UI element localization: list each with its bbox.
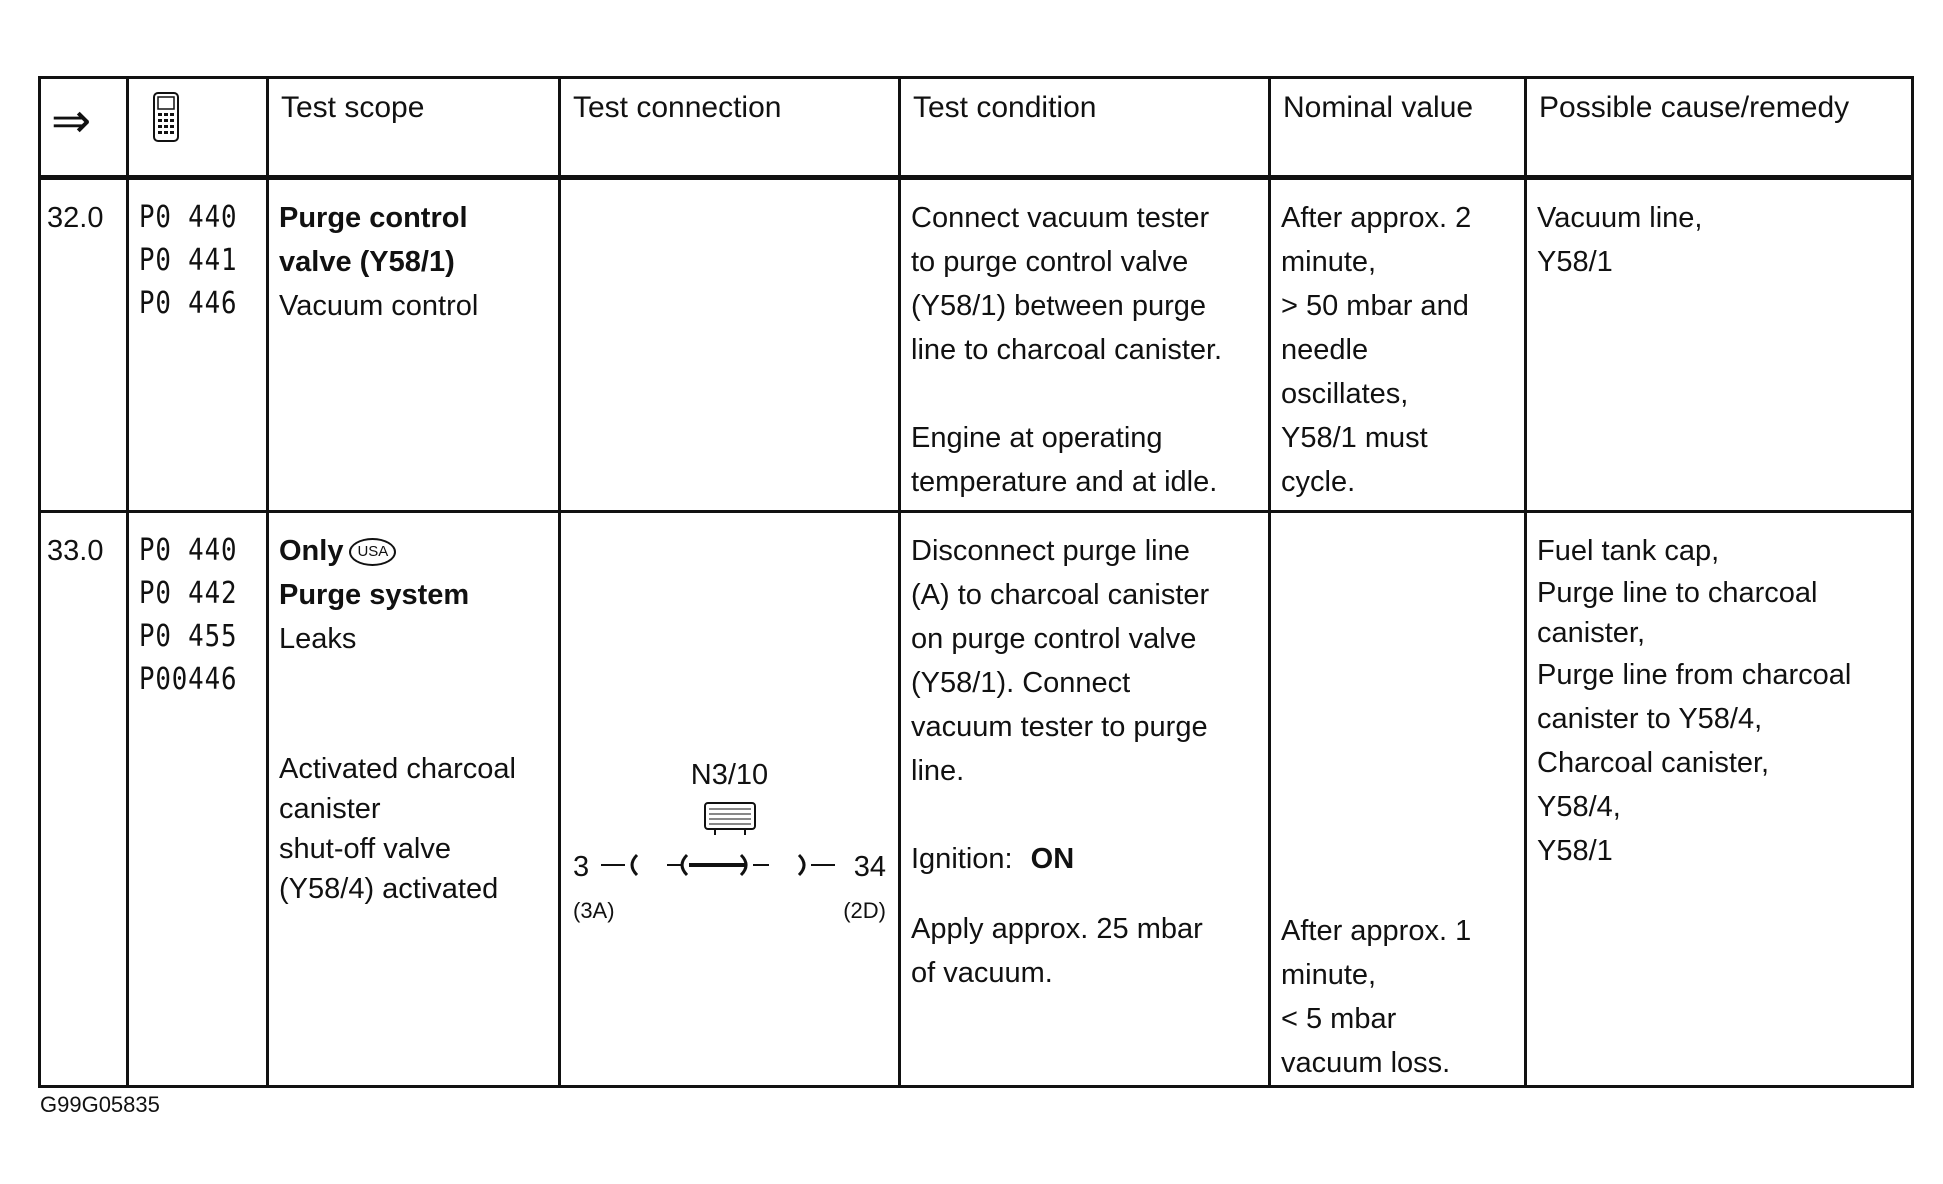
header-possible-cause: Possible cause/remedy	[1526, 78, 1913, 178]
fault-code: P0 441	[139, 243, 238, 278]
condition-line: line.	[911, 755, 965, 787]
nominal-line: needle	[1281, 334, 1369, 366]
ecu-connector-icon	[701, 801, 759, 837]
pin-right: 34	[853, 851, 886, 883]
header-tester	[128, 78, 268, 178]
scope-only: Only	[279, 535, 344, 567]
nominal-line: vacuum loss.	[1281, 1047, 1451, 1079]
step-number: 33.0	[40, 512, 128, 1087]
condition-line: line to charcoal canister.	[911, 334, 1223, 366]
test-scope	[268, 178, 560, 512]
scope-title: valve (Y58/1)	[279, 246, 455, 278]
fault-codes	[128, 512, 268, 1087]
test-connection	[560, 178, 900, 512]
fault-codes	[128, 178, 268, 512]
nominal-line: Y58/1 must	[1281, 422, 1428, 454]
nominal-line: minute,	[1281, 959, 1377, 991]
condition-line: temperature and at idle.	[911, 466, 1218, 498]
scope-sub: Leaks	[279, 623, 357, 655]
ignition-value: ON	[1030, 843, 1075, 875]
possible-cause	[1526, 512, 1913, 1087]
nominal-line: After approx. 1	[1281, 915, 1472, 947]
ignition-label: Ignition:	[911, 843, 1013, 875]
fault-code: P0 442	[139, 576, 238, 611]
scope-title: Purge system	[279, 579, 470, 611]
header-test-condition: Test condition	[900, 78, 1270, 178]
header-arrow: ⇒	[40, 78, 128, 178]
scope-only-line	[279, 529, 548, 573]
scope-extra-line: Activated charcoal	[279, 753, 516, 785]
nominal-value	[1270, 178, 1526, 512]
header-test-scope: Test scope	[268, 78, 560, 178]
pin-left-label: (3A)	[573, 898, 615, 923]
fault-code: P00446	[139, 662, 238, 697]
fault-code: P0 455	[139, 619, 238, 654]
nominal-line: cycle.	[1281, 466, 1356, 498]
table-row	[40, 512, 1913, 1087]
cause-line: Vacuum line,	[1537, 202, 1703, 234]
test-connection	[560, 512, 900, 1087]
nominal-line: < 5 mbar	[1281, 1003, 1397, 1035]
cause-line: canister,	[1537, 617, 1645, 649]
table-row	[40, 178, 1913, 512]
table-header-row	[40, 78, 1913, 178]
nominal-line: minute,	[1281, 246, 1377, 278]
condition-line: Apply approx. 25 mbar	[911, 913, 1203, 945]
ignition-line	[911, 837, 1258, 881]
header-nominal-value: Nominal value	[1270, 78, 1526, 178]
fault-code: P0 440	[139, 200, 238, 235]
cause-line: Y58/4,	[1537, 791, 1621, 823]
pin-left: 3	[573, 851, 590, 883]
scope-title: Purge control	[279, 202, 468, 234]
condition-line: (Y58/1). Connect	[911, 667, 1131, 699]
step-number: 32.0	[40, 178, 128, 512]
connection-diagram	[561, 513, 898, 1033]
cause-line: canister to Y58/4,	[1537, 703, 1763, 735]
scope-sub: Vacuum control	[279, 290, 479, 322]
test-condition	[900, 512, 1270, 1087]
nominal-value	[1270, 512, 1526, 1087]
cause-line: Purge line from charcoal	[1537, 659, 1852, 691]
pin-right-label: (2D)	[843, 898, 886, 923]
cause-line: Y58/1	[1537, 246, 1613, 278]
cause-line: Y58/1	[1537, 835, 1613, 867]
test-scope	[268, 512, 560, 1087]
test-cable-icon	[597, 847, 863, 887]
condition-line: Connect vacuum tester	[911, 202, 1210, 234]
condition-line: to purge control valve	[911, 246, 1189, 278]
test-table	[38, 76, 1914, 1088]
condition-line: Engine at operating	[911, 422, 1163, 454]
test-condition	[900, 178, 1270, 512]
condition-line: (Y58/1) between purge	[911, 290, 1207, 322]
nominal-line: oscillates,	[1281, 378, 1409, 410]
nominal-line: After approx. 2	[1281, 202, 1472, 234]
fault-code: P0 446	[139, 286, 238, 321]
module-label: N3/10	[690, 759, 769, 791]
scope-extra-line: canister	[279, 793, 381, 825]
cause-line: Charcoal canister,	[1537, 747, 1770, 779]
cause-line: Fuel tank cap,	[1537, 535, 1720, 567]
figure-id: G99G05835	[40, 1092, 160, 1117]
fault-code: P0 440	[139, 533, 238, 568]
condition-line: (A) to charcoal canister	[911, 579, 1210, 611]
nominal-line: > 50 mbar and	[1281, 290, 1469, 322]
test-table-sheet	[38, 76, 1914, 1088]
cause-line: Purge line to charcoal	[1537, 577, 1818, 609]
condition-line: Disconnect purge line	[911, 535, 1190, 567]
condition-line: on purge control valve	[911, 623, 1197, 655]
usa-badge: USA	[349, 538, 396, 566]
diagnostic-tester-icon	[151, 91, 181, 143]
condition-line: of vacuum.	[911, 957, 1053, 989]
scope-extra-line: shut-off valve	[279, 833, 451, 865]
condition-line: vacuum tester to purge	[911, 711, 1208, 743]
possible-cause	[1526, 178, 1913, 512]
scope-extra-line: (Y58/4) activated	[279, 873, 499, 905]
header-test-connection: Test connection	[560, 78, 900, 178]
